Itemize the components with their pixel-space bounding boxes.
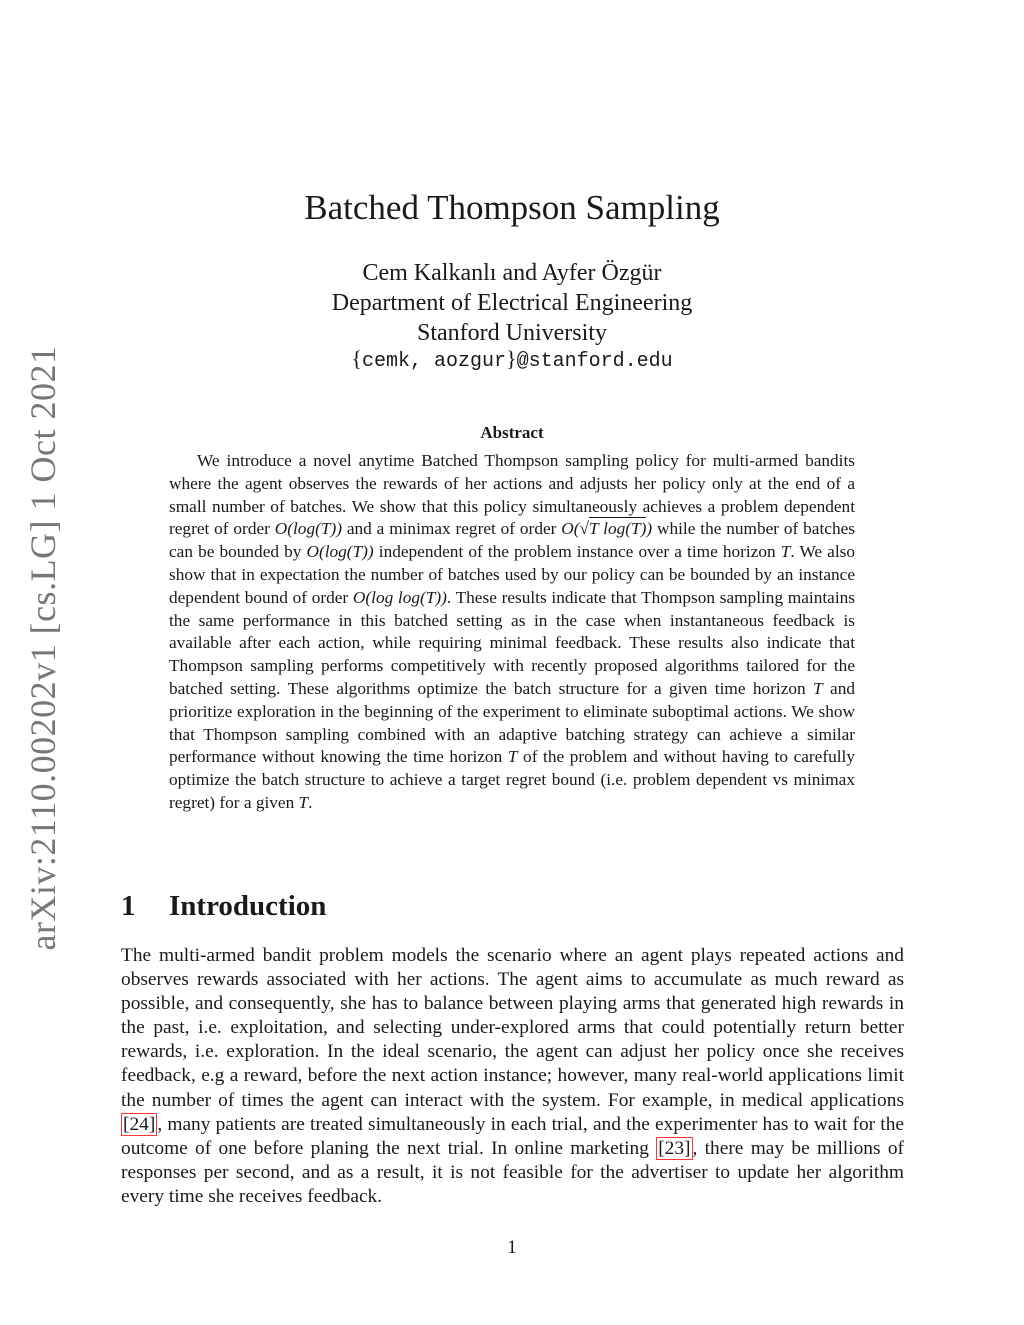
abstract-text: of the problem and without having to carefully optimize the batch structure to achieve a target regret bound (i.e. problem dependent vs minimax regret) for a given xyxy=(169,747,855,812)
intro-text: , there may be millions of responses per second, and as a result, it is not feasible for the advertiser to update her algorithm every time she receives feedback. xyxy=(121,1137,904,1207)
email-domain: @stanford.edu xyxy=(516,350,673,373)
arxiv-identifier: arXiv:2110.00202v1 [cs.LG] 1 Oct 2021 xyxy=(23,345,63,951)
intro-text: The multi-armed bandit problem models the scenario where an agent plays repeated actions and observes rewards associated with her actions. The agent aims to accumulate as much reward as possible, and consequently, she has to balance between playing arms that generated high rewards in the past, i.e. exploitation, and selecting under-explored arms that could potentially return better rewards, i.e. exploration. In the ideal scenario, the agent can adjust her policy once she receives feedback, e.g a reward, before the next action instance; however, many real-world applications limit the number of times the agent can interact with the system. For example, in medical applications xyxy=(121,945,904,1111)
math-expression: T xyxy=(507,747,518,767)
introduction-paragraph xyxy=(121,944,904,1209)
email-brace-close: } xyxy=(506,346,517,371)
sqrt-symbol: √ xyxy=(579,519,589,539)
abstract-text: and a minimax regret of order xyxy=(341,519,562,539)
author-department: Department of Electrical Engineering xyxy=(331,290,693,316)
math-expression: T xyxy=(813,678,823,698)
math-expression xyxy=(561,517,652,538)
abstract-text: . xyxy=(308,792,313,812)
citation-link[interactable]: [23] xyxy=(658,1137,691,1159)
math-part: T log(T) xyxy=(589,519,647,539)
abstract-text: independent of the problem instance over a time horizon xyxy=(373,542,781,562)
abstract-text: . These results indicate that Thompson sampling maintains the same performance in this batched setting as in the case when instantaneous feedback is available after each action, while requiring minimal feedback. These results also indicate that Thompson sampling performs competitively with recently proposed algorithms tailored for the batched setting. These algorithms optimize the batch structure for a given time horizon xyxy=(169,587,855,698)
math-expression: O(log(T)) xyxy=(306,542,374,562)
email-users: cemk, aozgur xyxy=(361,350,506,373)
author-names: Cem Kalkanlı and Ayfer Özgür xyxy=(362,260,662,286)
abstract-body xyxy=(169,450,855,815)
math-expression: T xyxy=(780,542,791,562)
math-expression: T xyxy=(298,792,309,812)
abstract-heading: Abstract xyxy=(480,423,544,442)
citation-link[interactable]: [24] xyxy=(123,1113,156,1135)
intro-text: , many patients are treated simultaneously in each trial, and the experimenter has to wait for the outcome of one before planing the next trial. In online marketing xyxy=(121,1113,904,1159)
math-expression: O(log(T)) xyxy=(274,519,342,539)
email-brace-open: { xyxy=(351,346,362,371)
math-part: ) xyxy=(646,519,653,539)
author-university: Stanford University xyxy=(417,320,607,346)
section-heading xyxy=(121,890,326,923)
math-expression: O(log log(T)) xyxy=(352,587,447,607)
section-number: 1 xyxy=(121,890,136,922)
abstract-text: We introduce a novel anytime Batched Thompson sampling policy for multi-armed bandits where the agent observes the rewards of her actions and adjusts her policy only at the end of a small number of batches. We show that this policy simultaneously achieves a problem dependent regret of order xyxy=(169,451,855,539)
section-title: Introduction xyxy=(169,890,327,922)
abstract-text: while the number of batches can be bounded by xyxy=(169,519,855,562)
paper-title: Batched Thompson Sampling xyxy=(304,188,720,227)
page-number: 1 xyxy=(507,1237,517,1258)
math-part: O( xyxy=(561,519,580,539)
abstract-text: and prioritize exploration in the beginning of the experiment to eliminate suboptimal actions. We show that Thompson sampling combined with an adaptive batching strategy can achieve a similar performance without knowing the time horizon xyxy=(169,678,855,767)
author-email xyxy=(0,346,1024,373)
abstract-text: . We also show that in expectation the number of batches used by our policy can be bounded by an instance dependent bound of order xyxy=(169,542,855,607)
